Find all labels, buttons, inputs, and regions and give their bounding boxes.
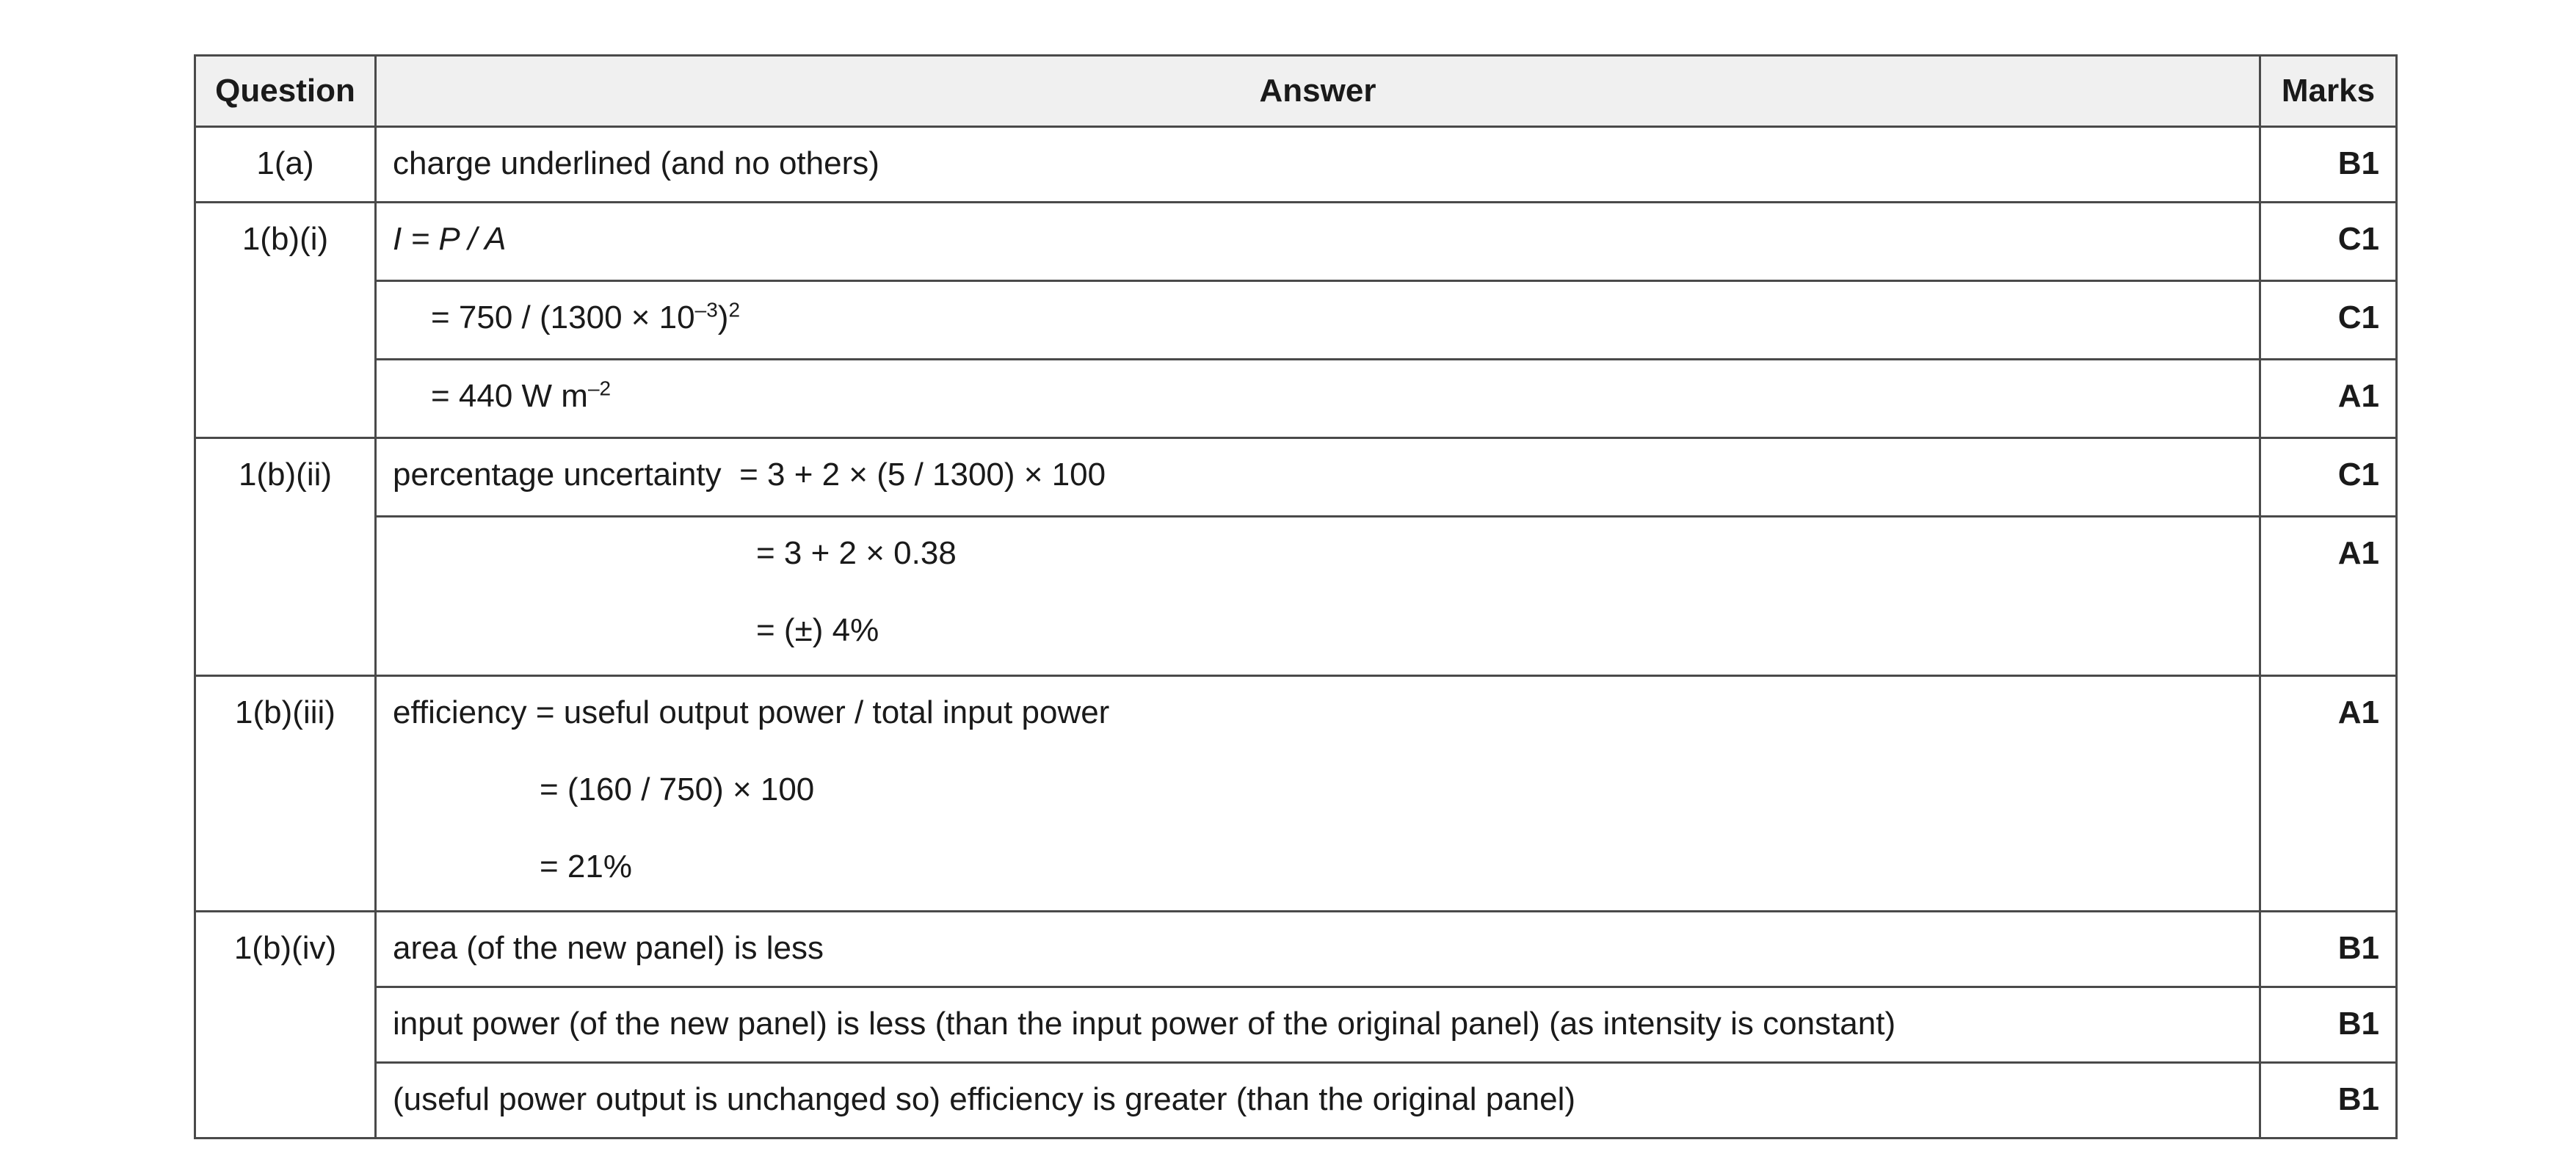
result-exponent: –2 <box>587 377 612 400</box>
mark-cell: A1 <box>2260 676 2397 912</box>
answer-cell <box>376 438 2260 517</box>
answer-cell <box>376 203 2260 281</box>
header-marks: Marks <box>2260 56 2397 127</box>
mark-cell: C1 <box>2260 438 2397 517</box>
mark-cell: C1 <box>2260 281 2397 360</box>
mark-cell: B1 <box>2260 127 2397 203</box>
answer-cell <box>376 281 2260 360</box>
efficiency-step: = (160 / 750) × 100 <box>540 771 815 807</box>
calc-square: 2 <box>728 298 741 322</box>
answer-cell <box>376 360 2260 438</box>
result-line <box>393 378 611 414</box>
table-row <box>195 438 2397 517</box>
mark-cell: C1 <box>2260 203 2397 281</box>
intensity-symbol: I <box>393 221 402 257</box>
table-row <box>195 912 2397 987</box>
result-main: = 440 W m <box>431 378 588 414</box>
mark-cell: B1 <box>2260 1063 2397 1138</box>
efficiency-definition: efficiency = useful output power / total input power <box>393 694 1110 730</box>
answer-cell: (useful power output is unchanged so) efficiency is greater (than the original panel) <box>376 1063 2260 1138</box>
question-number: 1(a) <box>195 127 376 203</box>
table-row <box>195 1063 2397 1138</box>
calc-line <box>393 299 740 335</box>
question-number: 1(b)(iii) <box>195 676 376 912</box>
table-row <box>195 127 2397 203</box>
uncertainty-line: percentage uncertainty = 3 + 2 × (5 / 1300) × 100 <box>393 457 1106 493</box>
table-row <box>195 987 2397 1063</box>
table-row <box>195 360 2397 438</box>
mark-cell: A1 <box>2260 517 2397 676</box>
efficiency-result: = 21% <box>540 849 632 885</box>
header-question: Question <box>195 56 376 127</box>
mark-cell: B1 <box>2260 987 2397 1063</box>
calc-main: = 750 / (1300 × 10 <box>431 299 695 335</box>
uncertainty-step: = 3 + 2 × 0.38 <box>756 535 957 571</box>
table-row <box>195 203 2397 281</box>
question-number: 1(b)(ii) <box>195 438 376 676</box>
question-number: 1(b)(iv) <box>195 912 376 1138</box>
table-row <box>195 676 2397 912</box>
question-number: 1(b)(i) <box>195 203 376 438</box>
answer-cell <box>376 517 2260 676</box>
answer-cell <box>376 676 2260 912</box>
calc-close: ) <box>717 299 729 335</box>
mark-cell: B1 <box>2260 912 2397 987</box>
header-row <box>195 56 2397 127</box>
answer-cell: area (of the new panel) is less <box>376 912 2260 987</box>
answer-cell: charge underlined (and no others) <box>376 127 2260 203</box>
answer-cell: input power (of the new panel) is less (than the input power of the original panel) (as intensity is constant) <box>376 987 2260 1063</box>
formula-text: = P / A <box>402 221 507 257</box>
mark-scheme-table <box>194 54 2398 1139</box>
header-answer: Answer <box>376 56 2260 127</box>
calc-exponent: –3 <box>694 298 718 322</box>
mark-cell: A1 <box>2260 360 2397 438</box>
table-row <box>195 517 2397 676</box>
table-row <box>195 281 2397 360</box>
uncertainty-result: = (±) 4% <box>756 612 879 648</box>
